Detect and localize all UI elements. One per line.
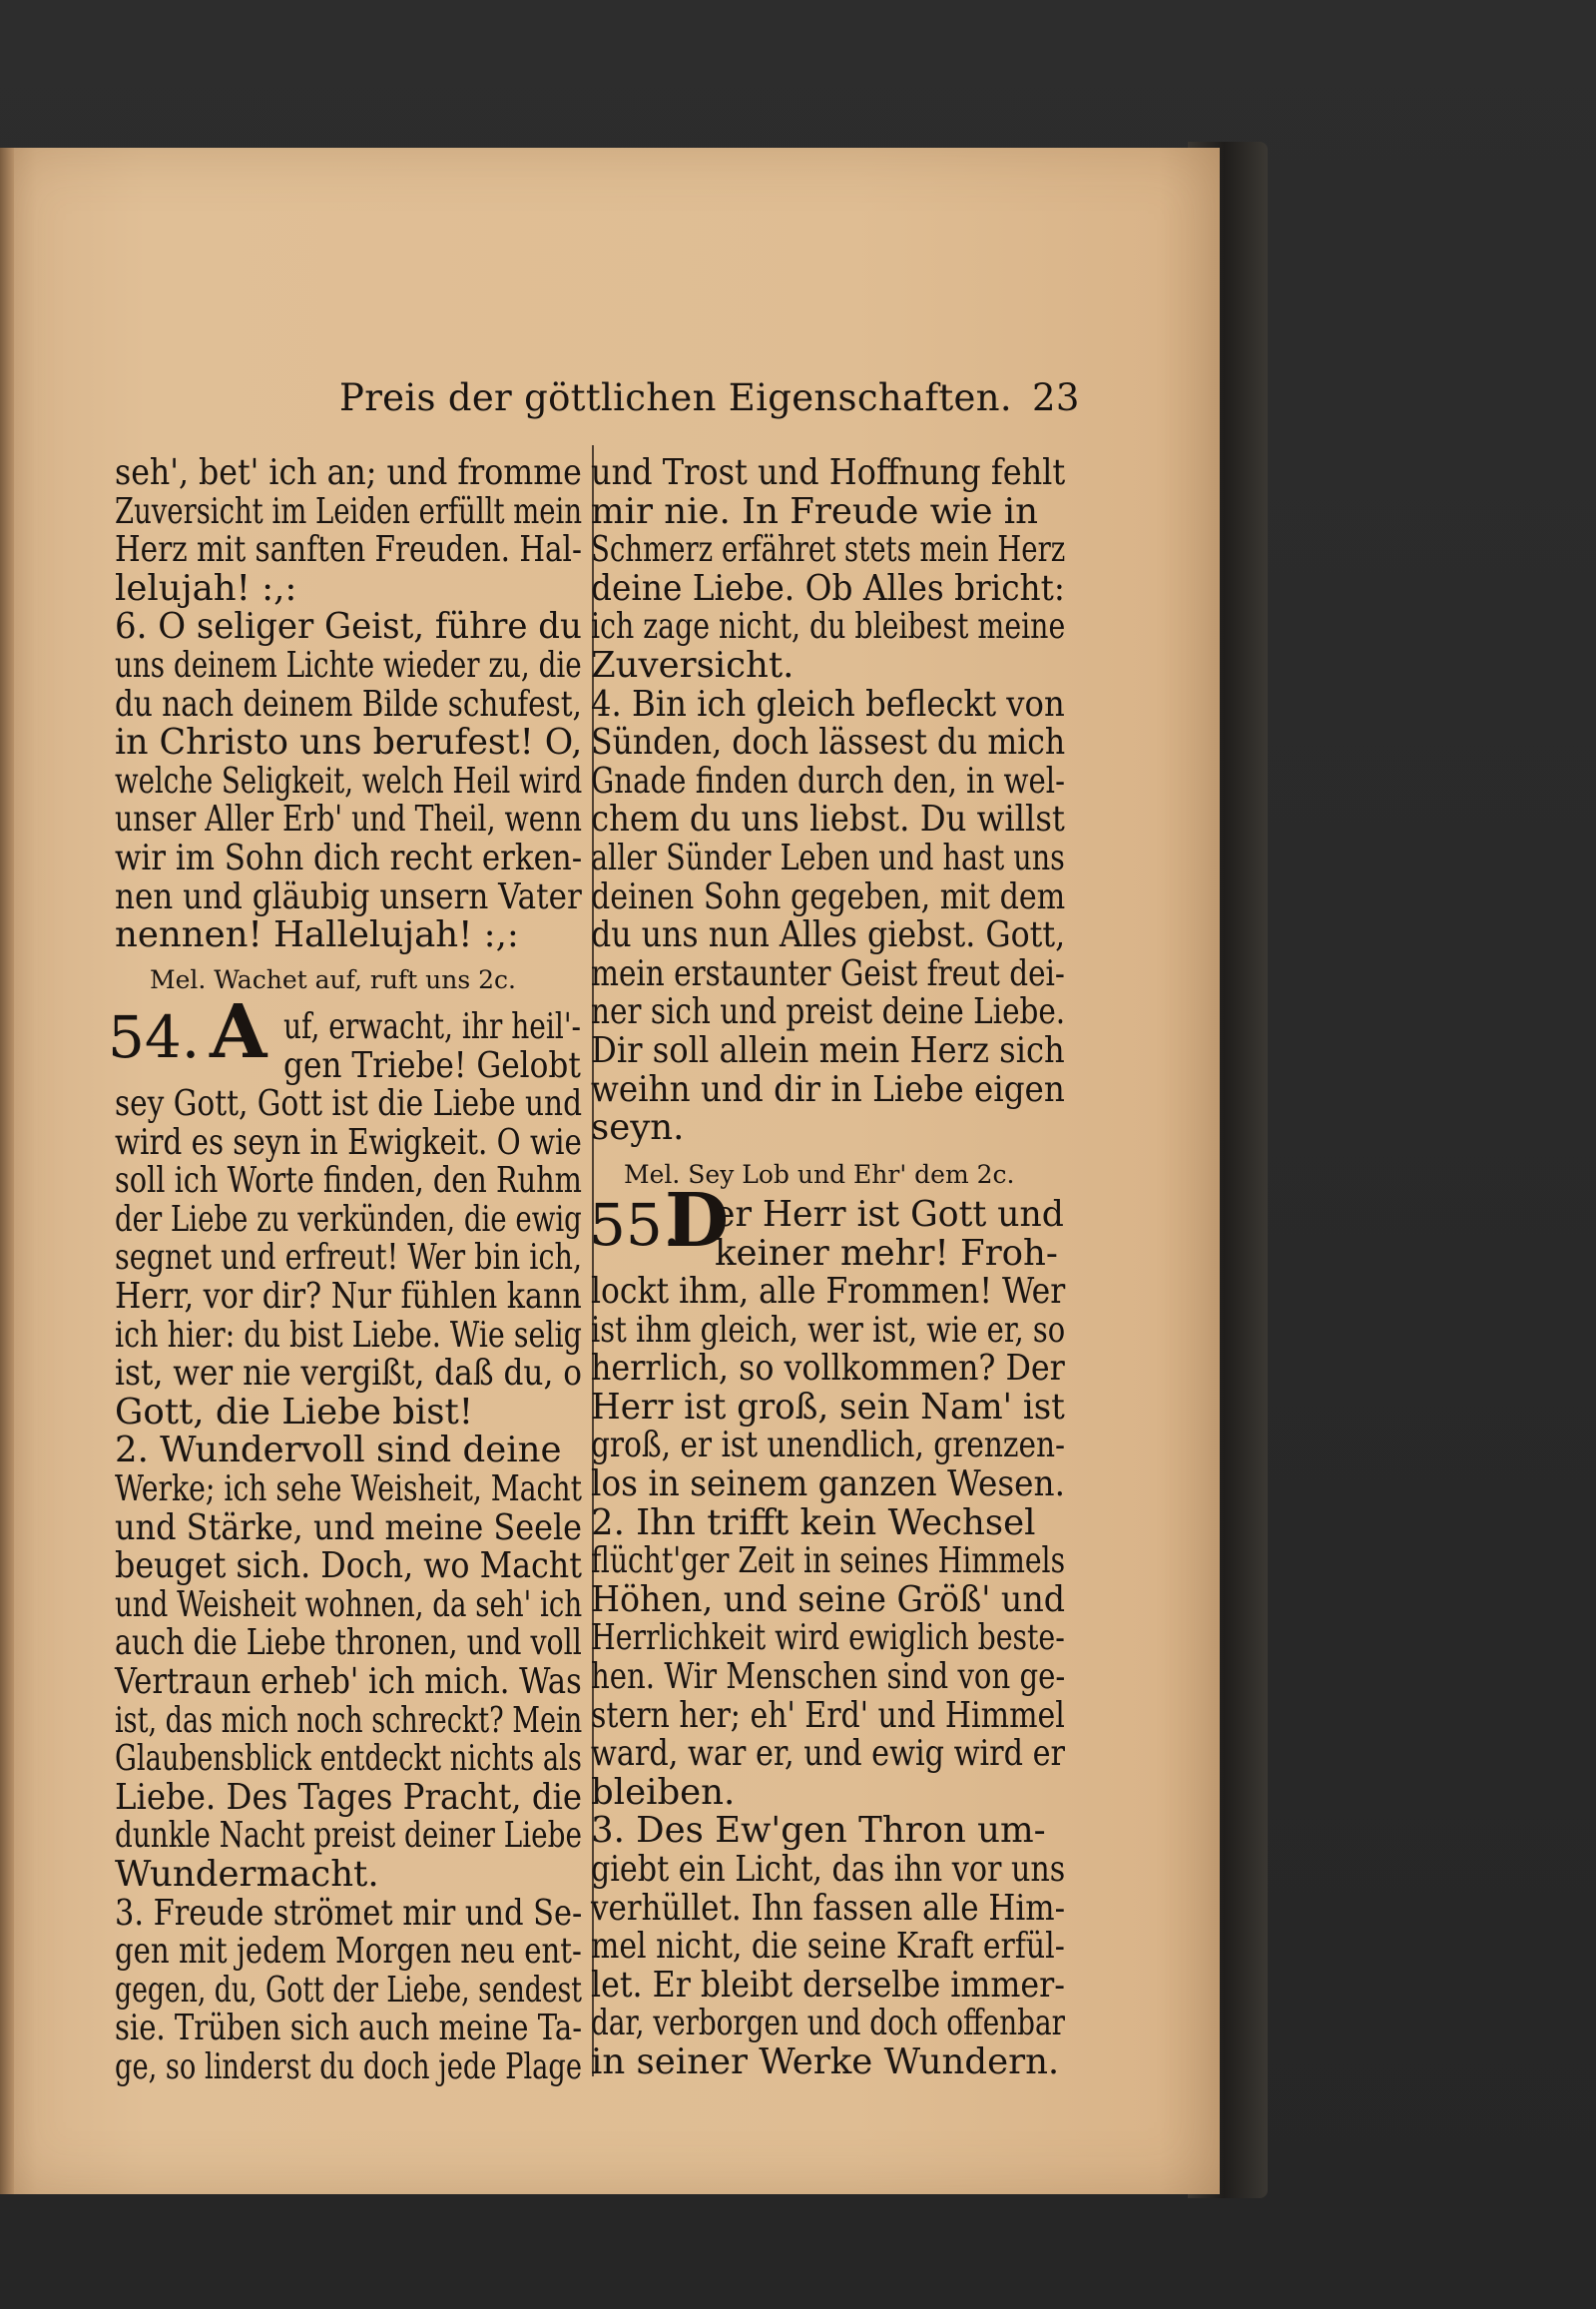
text-line: keiner mehr! Froh-	[715, 1232, 1058, 1274]
text-line: gegen, du, Gott der Liebe, sendest	[115, 1969, 582, 2011]
text-line: los in seinem ganzen Wesen.	[591, 1463, 1065, 1504]
text-line: 3. Des Ew'gen Thron um-	[591, 1810, 1046, 1852]
text-line: Höhen, und seine Größ' und	[591, 1578, 1066, 1620]
text-line: beuget sich. Doch, wo Macht	[115, 1545, 583, 1587]
text-line: gen mit jedem Morgen neu ent-	[115, 1931, 582, 1973]
hymn-number-55: 55.	[589, 1191, 682, 1259]
text-line: Wundermacht.	[115, 1854, 379, 1895]
text-line: seyn.	[591, 1107, 685, 1149]
text-line: auch die Liebe thronen, und voll	[115, 1622, 582, 1664]
text-line: ich hier: du bist Liebe. Wie selig	[115, 1314, 582, 1356]
text-line: sey Gott, Gott ist die Liebe und	[115, 1083, 583, 1124]
melody-54: Mel. Wachet auf, ruft uns 2c.	[150, 965, 516, 994]
text-line: stern her; eh' Erd' und Himmel	[591, 1694, 1065, 1736]
text-line: Vertraun erheb' ich mich. Was	[115, 1661, 582, 1702]
text-line: Zuversicht.	[591, 645, 795, 686]
text-line: unser Aller Erb' und Theil, wenn	[115, 799, 582, 841]
text-line: Dir soll allein mein Herz sich	[591, 1030, 1065, 1071]
text-line: uns deinem Lichte wieder zu, die	[115, 645, 582, 686]
text-line: Herr ist groß, sein Nam' ist	[591, 1386, 1065, 1428]
text-line: bleiben.	[591, 1771, 736, 1813]
text-line: der Liebe zu verkünden, die ewig	[115, 1198, 582, 1240]
text-line: verhüllet. Ihn fassen alle Him-	[591, 1887, 1066, 1929]
text-line: nen und gläubig unsern Vater	[115, 875, 582, 917]
text-line: seh', bet' ich an; und fromme	[115, 452, 582, 493]
text-line: Herr, vor dir? Nur fühlen kann	[115, 1276, 582, 1317]
text-line: mel nicht, die seine Kraft erfül-	[591, 1926, 1065, 1968]
text-line: weihn und dir in Liebe eigen	[591, 1068, 1065, 1110]
hymn-number-54: 54.	[108, 1003, 201, 1071]
text-line: Herz mit sanften Freuden. Hal-	[115, 529, 582, 571]
text-line: dar, verborgen und doch offenbar	[591, 2003, 1065, 2044]
running-header: Preis der göttlichen Eigenschaften.	[339, 376, 1012, 419]
text-line: deine Liebe. Ob Alles bricht:	[591, 567, 1065, 609]
text-line: segnet und erfreut! Wer bin ich,	[115, 1237, 583, 1279]
text-line: nennen! Hallelujah! :,:	[115, 914, 519, 956]
text-line: Glaubensblick entdeckt nichts als	[115, 1738, 582, 1780]
text-line: 2. Ihn trifft kein Wechsel	[591, 1501, 1036, 1543]
initial-letter-54: A	[210, 989, 267, 1075]
text-line: 2. Wundervoll sind deine	[115, 1430, 562, 1471]
text-line: du nach deinem Bilde schufest,	[115, 683, 582, 725]
text-line: sie. Trüben sich auch meine Ta-	[115, 2008, 583, 2049]
text-line: aller Sünder Leben und hast uns	[591, 838, 1065, 878]
text-line: deinen Sohn gegeben, mit dem	[591, 875, 1066, 917]
text-line: Schmerz erfähret stets mein Herz	[591, 529, 1066, 571]
text-line: Liebe. Des Tages Pracht, die	[115, 1776, 583, 1818]
text-line: ge, so linderst du doch jede Plage	[115, 2046, 583, 2087]
text-line: mir nie. In Freude wie in	[591, 490, 1038, 532]
text-line: ward, war er, und ewig wird er	[591, 1733, 1065, 1775]
text-line: ich zage nicht, du bleibest meine	[591, 606, 1066, 648]
text-line: lelujah! :,:	[115, 567, 297, 609]
text-line: und Stärke, und meine Seele	[115, 1506, 583, 1548]
text-line: er Herr ist Gott und	[715, 1194, 1064, 1235]
text-line: welche Seligkeit, welch Heil wird	[115, 760, 583, 802]
text-line: ist, wer nie vergißt, daß du, o	[115, 1353, 583, 1395]
text-line: soll ich Worte finden, den Ruhm	[115, 1160, 582, 1202]
text-line: ist, das mich noch schreckt? Mein	[115, 1699, 583, 1741]
text-line: wird es seyn in Ewigkeit. O wie	[115, 1121, 582, 1163]
initial-letter-55: D	[665, 1178, 730, 1264]
text-line: ist ihm gleich, wer ist, wie er, so	[591, 1309, 1066, 1351]
text-line: Werke; ich sehe Weisheit, Macht	[115, 1468, 582, 1509]
text-line: in seiner Werke Wundern.	[591, 2041, 1060, 2082]
text-line: du uns nun Alles giebst. Gott,	[591, 914, 1066, 956]
text-line: let. Er bleibt derselbe immer-	[591, 1964, 1065, 2006]
text-line: und Trost und Hoffnung fehlt	[591, 452, 1066, 493]
text-line: Herrlichkeit wird ewiglich beste-	[591, 1617, 1065, 1659]
text-line: und Weisheit wohnen, da seh' ich	[115, 1583, 583, 1625]
page-gutter	[0, 148, 14, 2194]
text-line: 3. Freude strömet mir und Se-	[115, 1892, 583, 1934]
text-line: mein erstaunter Geist freut dei-	[591, 952, 1065, 994]
page-number: 23	[1032, 376, 1080, 419]
text-line: dunkle Nacht preist deiner Liebe	[115, 1815, 582, 1857]
text-line: hen. Wir Menschen sind von ge-	[591, 1656, 1066, 1697]
text-line: wir im Sohn dich recht erken-	[115, 838, 583, 878]
text-line: flücht'ger Zeit in seines Himmels	[591, 1540, 1066, 1582]
text-line: Sünden, doch lässest du mich	[591, 722, 1066, 764]
melody-55: Mel. Sey Lob und Ehr' dem 2c.	[624, 1160, 1015, 1189]
text-line: Zuversicht im Leiden erfüllt mein	[115, 490, 583, 532]
text-line: 6. O seliger Geist, führe du	[115, 606, 582, 648]
text-line: Gnade finden durch den, in wel-	[591, 760, 1065, 802]
text-line: Gott, die Liebe bist!	[115, 1391, 473, 1433]
text-line: 4. Bin ich gleich befleckt von	[591, 683, 1065, 725]
text-line: groß, er ist unendlich, grenzen-	[591, 1425, 1065, 1466]
text-line: herrlich, so vollkommen? Der	[591, 1348, 1065, 1390]
text-line: uf, erwacht, ihr heil'-	[283, 1006, 582, 1047]
text-line: giebt ein Licht, das ihn vor uns	[591, 1849, 1066, 1890]
text-line: ner sich und preist deine Liebe.	[591, 991, 1066, 1033]
text-line: lockt ihm, alle Frommen! Wer	[591, 1271, 1066, 1312]
text-line: in Christo uns berufest! O,	[115, 722, 583, 764]
text-line: chem du uns liebst. Du willst	[591, 799, 1065, 841]
text-line: gen Triebe! Gelobt	[283, 1044, 581, 1086]
